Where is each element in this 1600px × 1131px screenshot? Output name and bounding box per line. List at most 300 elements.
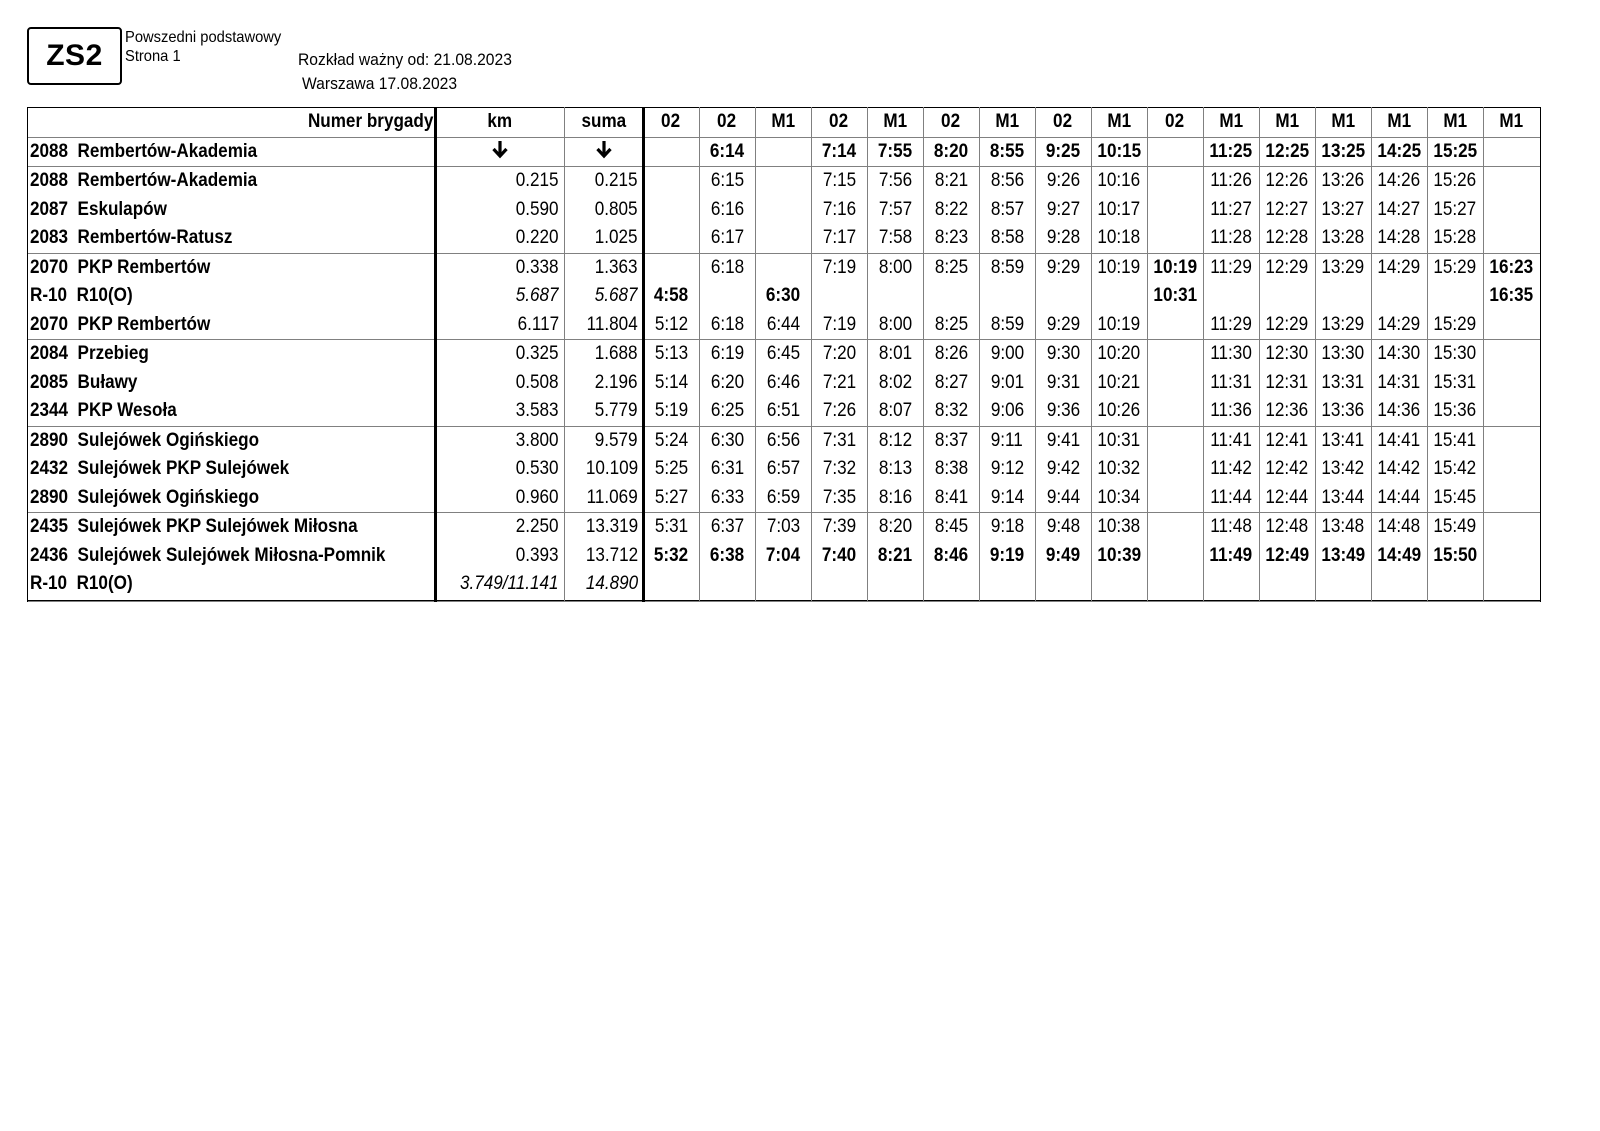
- brigade-header: 02: [1165, 111, 1185, 132]
- stop-name: 2435 Sulejówek PKP Sulejówek Miłosna: [30, 516, 358, 537]
- departure-time: 5:14: [654, 371, 688, 393]
- departure-time: 7:20: [822, 343, 856, 364]
- table-row: [27, 253, 1541, 283]
- departure-time: 8:26: [934, 343, 968, 364]
- departure-time: 9:29: [1046, 256, 1080, 278]
- departure-time: 6:38: [709, 544, 745, 566]
- departure-time: [1427, 570, 1483, 599]
- departure-time: 11:29: [1210, 256, 1252, 278]
- valid-from: Rozkład ważny od: 21.08.2023: [298, 50, 512, 69]
- table-header-row: [27, 107, 1541, 137]
- sum-value: 0.215: [595, 170, 638, 191]
- stop-name: 2084 Przebieg: [30, 343, 149, 364]
- km-value: 0.530: [516, 458, 559, 479]
- km-value: 0.220: [516, 227, 559, 248]
- departure-time: 5:32: [653, 544, 689, 566]
- grid-line: [1315, 107, 1316, 602]
- departure-time: 8:25: [934, 313, 968, 335]
- sum-value: 1.025: [595, 227, 638, 248]
- departure-time: 12:41: [1265, 429, 1309, 451]
- sum-value: 13.712: [585, 544, 638, 566]
- departure-time: [755, 224, 811, 253]
- grid-line: [1427, 107, 1428, 602]
- departure-time: 10:19: [1153, 256, 1197, 278]
- departure-time: 9:19: [989, 544, 1025, 566]
- stop-name: 2432 Sulejówek PKP Sulejówek: [30, 458, 290, 479]
- departure-time: [1147, 542, 1203, 571]
- departure-time: 5:19: [654, 400, 688, 421]
- departure-time: [1091, 570, 1147, 599]
- grid-line: [1091, 107, 1092, 602]
- brigade-header: M1: [995, 111, 1019, 132]
- grid-line: [1035, 107, 1036, 602]
- table-row: [27, 196, 1541, 225]
- departure-time: [1483, 513, 1539, 542]
- departure-time: 16:23: [1489, 256, 1533, 278]
- departure-time: 13:31: [1321, 371, 1365, 393]
- departure-time: [1371, 570, 1427, 599]
- departure-time: 14:44: [1377, 486, 1421, 508]
- grid-line: [1203, 107, 1204, 602]
- departure-time: [1483, 340, 1539, 369]
- departure-time: 13:28: [1321, 227, 1365, 248]
- departure-time: 11:48: [1210, 516, 1252, 537]
- departure-time: 9:36: [1046, 400, 1080, 421]
- departure-time: 6:18: [710, 313, 744, 335]
- brigade-header: M1: [1219, 111, 1243, 132]
- departure-time: 15:30: [1433, 343, 1477, 364]
- departure-time: [1035, 282, 1091, 311]
- departure-time: 14:41: [1377, 429, 1421, 451]
- departure-time: 13:36: [1321, 400, 1365, 421]
- km-value: 0.960: [516, 486, 559, 508]
- departure-time: [643, 167, 699, 196]
- departure-time: 9:30: [1046, 343, 1080, 364]
- departure-time: 8:07: [878, 400, 912, 421]
- grid-line: [979, 107, 980, 602]
- brigade-header: 02: [717, 111, 737, 132]
- departure-time: 15:27: [1433, 198, 1477, 220]
- departure-time: 7:19: [822, 256, 856, 278]
- departure-time: 7:17: [822, 227, 856, 248]
- sum-value: 5.779: [595, 400, 638, 421]
- departure-time: [811, 282, 867, 311]
- sum-value: 0.805: [595, 198, 638, 220]
- departure-time: 5:12: [654, 313, 688, 335]
- departure-time: [923, 282, 979, 311]
- grid-line: [811, 107, 812, 602]
- brigade-header: M1: [1107, 111, 1131, 132]
- departure-time: 7:57: [878, 198, 912, 220]
- departure-time: 14:49: [1377, 544, 1421, 566]
- departure-time: 8:41: [934, 486, 968, 508]
- departure-time: 6:30: [710, 429, 744, 451]
- departure-time: 6:59: [766, 486, 800, 508]
- departure-time: [1483, 455, 1539, 484]
- table-row: [27, 311, 1541, 340]
- departure-time: 15:50: [1433, 544, 1477, 566]
- departure-time: [1483, 427, 1539, 456]
- departure-time: 7:16: [822, 198, 856, 220]
- departure-time: 8:02: [878, 371, 912, 393]
- departure-time: 13:48: [1321, 516, 1365, 537]
- km-header: km: [487, 111, 512, 132]
- departure-time: [1147, 340, 1203, 369]
- departure-time: 7:56: [878, 170, 912, 191]
- table-row: [27, 542, 1541, 571]
- departure-time: 8:59: [990, 256, 1024, 278]
- sum-value: 11.069: [586, 486, 638, 508]
- departure-time: 8:21: [877, 544, 913, 566]
- departure-time: 14:26: [1377, 170, 1421, 191]
- km-value: 0.325: [516, 343, 559, 364]
- departure-time: 12:30: [1265, 343, 1309, 364]
- day-type: Powszedni podstawowy: [125, 29, 282, 46]
- departure-time: 7:15: [822, 170, 856, 191]
- departure-time: [1035, 570, 1091, 599]
- departure-time: [1483, 224, 1539, 253]
- departure-time: 9:18: [990, 516, 1024, 537]
- departure-time: [1483, 570, 1539, 599]
- departure-time: 6:15: [710, 170, 744, 191]
- departure-time: 10:18: [1097, 227, 1141, 248]
- departure-time: 10:31: [1097, 429, 1141, 451]
- departure-time: 8:59: [990, 313, 1024, 335]
- departure-time: [643, 570, 699, 599]
- km-value: 0.590: [516, 198, 559, 220]
- table-row: [27, 224, 1541, 253]
- departure-time: 9:42: [1046, 458, 1080, 479]
- departure-time: 6:46: [766, 371, 800, 393]
- departure-time: 9:06: [990, 400, 1024, 421]
- departure-time: 5:25: [654, 458, 688, 479]
- brigade-header: 02: [941, 111, 961, 132]
- grid-line: [434, 107, 437, 602]
- departure-time: 9:25: [1045, 140, 1081, 162]
- departure-time: 12:27: [1265, 198, 1309, 220]
- brigade-header: M1: [1275, 111, 1299, 132]
- page-number: Strona 1: [125, 48, 181, 65]
- stop-name: 2344 PKP Wesoła: [30, 400, 177, 421]
- stop-name: 2890 Sulejówek Ogińskiego: [30, 429, 260, 451]
- departure-time: [867, 282, 923, 311]
- departure-time: 9:44: [1046, 486, 1080, 508]
- departure-time: [1147, 224, 1203, 253]
- departure-time: 13:30: [1321, 343, 1365, 364]
- table-row: [27, 426, 1541, 456]
- departure-time: 10:20: [1097, 343, 1141, 364]
- sum-value: 11.804: [586, 313, 638, 335]
- departure-time: [1483, 484, 1539, 513]
- departure-time: [1147, 570, 1203, 599]
- departure-time: 11:41: [1210, 429, 1252, 451]
- km-value: 5.687: [516, 285, 559, 306]
- departure-time: 13:41: [1321, 429, 1365, 451]
- departure-time: 9:28: [1046, 227, 1080, 248]
- departure-time: [1147, 513, 1203, 542]
- km-value: 6.117: [517, 313, 559, 335]
- table-row: [27, 166, 1541, 196]
- sum-value: 5.687: [595, 285, 638, 306]
- departure-time: 7:35: [822, 486, 856, 508]
- departure-time: [1147, 311, 1203, 340]
- stop-name: R-10 R10(O): [30, 285, 133, 306]
- table-row: [27, 397, 1541, 426]
- route-number-box: [27, 27, 122, 85]
- departure-time: 8:37: [934, 429, 968, 451]
- brigade-header: M1: [1499, 111, 1523, 132]
- departure-time: [979, 282, 1035, 311]
- departure-time: 8:46: [933, 544, 969, 566]
- departure-time: 9:31: [1046, 371, 1080, 393]
- departure-time: [1483, 196, 1539, 225]
- departure-time: [643, 196, 699, 225]
- departure-time: 8:13: [878, 458, 912, 479]
- table-row: [27, 137, 1541, 167]
- departure-time: 14:31: [1377, 371, 1421, 393]
- departure-time: 8:58: [990, 227, 1024, 248]
- departure-time: 14:28: [1377, 227, 1421, 248]
- km-value: 0.393: [516, 544, 559, 566]
- table-row: [27, 282, 1541, 311]
- departure-time: 8:20: [933, 140, 969, 162]
- grid-line: [867, 107, 868, 602]
- departure-time: 12:25: [1265, 140, 1309, 162]
- timetable: [27, 107, 1541, 602]
- brigade-header: 02: [829, 111, 849, 132]
- departure-time: 8:56: [990, 170, 1024, 191]
- departure-time: 12:26: [1265, 170, 1309, 191]
- departure-time: 14:25: [1377, 140, 1421, 162]
- departure-time: 10:34: [1097, 486, 1141, 508]
- departure-time: [1483, 397, 1539, 426]
- departure-time: 13:29: [1321, 313, 1365, 335]
- departure-time: 11:31: [1210, 371, 1252, 393]
- departure-time: [1483, 138, 1539, 167]
- km-value: 0.508: [516, 371, 559, 393]
- departure-time: 15:31: [1433, 371, 1477, 393]
- departure-time: [1203, 282, 1259, 311]
- departure-time: 9:01: [990, 371, 1024, 393]
- table-row: [27, 339, 1541, 369]
- brigade-header: M1: [771, 111, 795, 132]
- departure-time: [923, 570, 979, 599]
- grid-line: [755, 107, 756, 602]
- departure-time: 15:42: [1433, 458, 1477, 479]
- km-value: [435, 138, 564, 167]
- departure-time: [755, 138, 811, 167]
- departure-time: 14:48: [1377, 516, 1421, 537]
- departure-time: [699, 570, 755, 599]
- sum-value: 10.109: [585, 458, 638, 479]
- departure-time: 15:25: [1433, 140, 1477, 162]
- departure-time: 8:55: [989, 140, 1025, 162]
- brigade-header: 02: [1053, 111, 1073, 132]
- departure-time: 8:23: [934, 227, 968, 248]
- departure-time: 13:26: [1321, 170, 1365, 191]
- departure-time: 15:36: [1433, 400, 1477, 421]
- departure-time: [699, 282, 755, 311]
- departure-time: [1259, 282, 1315, 311]
- departure-time: 6:45: [766, 343, 800, 364]
- departure-time: 11:44: [1210, 486, 1252, 508]
- departure-time: [1315, 570, 1371, 599]
- departure-time: 14:29: [1377, 256, 1421, 278]
- departure-time: 6:17: [710, 227, 744, 248]
- stop-name: 2083 Rembertów-Ratusz: [30, 227, 233, 248]
- departure-time: [643, 254, 699, 283]
- departure-time: 9:26: [1046, 170, 1080, 191]
- departure-time: 9:41: [1046, 429, 1080, 451]
- brigade-number-header: Numer brygady: [307, 111, 433, 132]
- departure-time: 6:20: [710, 371, 744, 393]
- departure-time: 13:27: [1321, 198, 1365, 220]
- grid-line: [564, 107, 565, 602]
- departure-time: 11:36: [1210, 400, 1252, 421]
- table-row: [27, 570, 1541, 599]
- departure-time: 10:32: [1097, 458, 1141, 479]
- departure-time: [755, 570, 811, 599]
- brigade-header: M1: [1331, 111, 1355, 132]
- departure-time: 12:36: [1265, 400, 1309, 421]
- departure-time: 12:42: [1265, 458, 1309, 479]
- departure-time: 11:27: [1210, 198, 1252, 220]
- brigade-header: M1: [1443, 111, 1467, 132]
- departure-time: 10:16: [1097, 170, 1141, 191]
- departure-time: [1483, 167, 1539, 196]
- departure-time: 8:45: [934, 516, 968, 537]
- departure-time: 8:57: [990, 198, 1024, 220]
- departure-time: 15:49: [1433, 516, 1477, 537]
- departure-time: 10:26: [1097, 400, 1141, 421]
- departure-time: 10:19: [1097, 313, 1141, 335]
- departure-time: 6:44: [766, 313, 800, 335]
- departure-time: 8:01: [878, 343, 912, 364]
- departure-time: 6:16: [710, 198, 744, 220]
- departure-time: 14:42: [1377, 458, 1421, 479]
- sum-value: 2.196: [595, 371, 638, 393]
- departure-time: [755, 196, 811, 225]
- grid-line: [1259, 107, 1260, 602]
- departure-time: 15:28: [1433, 227, 1477, 248]
- departure-time: 6:25: [710, 400, 744, 421]
- departure-time: 12:29: [1265, 256, 1309, 278]
- departure-time: 9:14: [990, 486, 1024, 508]
- stop-name: 2890 Sulejówek Ogińskiego: [30, 486, 260, 508]
- departure-time: [1483, 369, 1539, 398]
- arrow-down-icon: [491, 139, 509, 159]
- departure-time: 11:26: [1210, 170, 1252, 191]
- departure-time: 15:41: [1433, 429, 1477, 451]
- departure-time: 4:58: [653, 285, 689, 306]
- departure-time: 11:28: [1210, 227, 1252, 248]
- departure-time: 9:29: [1046, 313, 1080, 335]
- grid-line: [1540, 107, 1541, 602]
- stop-name: 2436 Sulejówek Sulejówek Miłosna-Pomnik: [30, 544, 386, 566]
- departure-time: [1147, 397, 1203, 426]
- departure-time: 8:00: [878, 313, 912, 335]
- departure-time: 15:26: [1433, 170, 1477, 191]
- departure-time: [1147, 138, 1203, 167]
- departure-time: [755, 167, 811, 196]
- departure-time: 6:57: [766, 458, 800, 479]
- departure-time: 14:30: [1377, 343, 1421, 364]
- sum-header: suma: [581, 111, 626, 132]
- departure-time: [1371, 282, 1427, 311]
- grid-line: [1147, 107, 1148, 602]
- brigade-header: M1: [883, 111, 907, 132]
- departure-time: [1147, 369, 1203, 398]
- table-row: [27, 512, 1541, 542]
- departure-time: 8:25: [934, 256, 968, 278]
- brigade-header: M1: [1387, 111, 1411, 132]
- departure-time: [1147, 196, 1203, 225]
- departure-time: 7:40: [821, 544, 857, 566]
- departure-time: 7:19: [822, 313, 856, 335]
- departure-time: 6:30: [765, 285, 801, 306]
- stop-name: 2088 Rembertów-Akademia: [30, 140, 258, 162]
- departure-time: 11:29: [1210, 313, 1252, 335]
- departure-time: 13:29: [1321, 256, 1365, 278]
- km-value: 0.338: [516, 256, 559, 278]
- departure-time: 5:31: [654, 516, 688, 537]
- departure-time: 10:31: [1153, 285, 1197, 306]
- departure-time: 13:42: [1321, 458, 1365, 479]
- departure-time: 6:19: [710, 343, 744, 364]
- arrow-down-icon: [595, 139, 613, 159]
- departure-time: 11:49: [1209, 544, 1253, 566]
- sum-value: 1.363: [595, 256, 638, 278]
- grid-line: [699, 107, 700, 602]
- departure-time: 7:26: [822, 400, 856, 421]
- departure-time: 7:55: [877, 140, 913, 162]
- departure-time: 6:51: [766, 400, 800, 421]
- departure-time: 8:27: [934, 371, 968, 393]
- departure-time: [867, 570, 923, 599]
- departure-time: 14:27: [1377, 198, 1421, 220]
- grid-line: [642, 107, 645, 602]
- sum-value: 14.890: [585, 573, 638, 594]
- brigade-header: 02: [661, 111, 681, 132]
- departure-time: 7:39: [822, 516, 856, 537]
- grid-line: [923, 107, 924, 602]
- departure-time: [643, 138, 699, 167]
- departure-time: 9:48: [1046, 516, 1080, 537]
- departure-time: 10:19: [1097, 256, 1141, 278]
- departure-time: 9:49: [1045, 544, 1081, 566]
- departure-time: 10:17: [1097, 198, 1141, 220]
- departure-time: 9:27: [1046, 198, 1080, 220]
- departure-time: 8:20: [878, 516, 912, 537]
- departure-time: [1259, 570, 1315, 599]
- grid-line: [1371, 107, 1372, 602]
- departure-time: 13:49: [1321, 544, 1365, 566]
- departure-time: 11:30: [1210, 343, 1252, 364]
- place-date: Warszawa 17.08.2023: [302, 74, 458, 93]
- km-value: 3.800: [516, 429, 559, 451]
- departure-time: [1203, 570, 1259, 599]
- departure-time: 15:29: [1433, 313, 1477, 335]
- departure-time: 11:42: [1210, 458, 1252, 479]
- departure-time: [1315, 282, 1371, 311]
- departure-time: 16:35: [1489, 285, 1533, 306]
- route-number: ZS2: [46, 39, 103, 72]
- departure-time: 8:22: [934, 198, 968, 220]
- sum-value: 1.688: [595, 343, 638, 364]
- departure-time: 6:37: [710, 516, 744, 537]
- departure-time: 8:12: [878, 429, 912, 451]
- departure-time: 6:31: [710, 458, 744, 479]
